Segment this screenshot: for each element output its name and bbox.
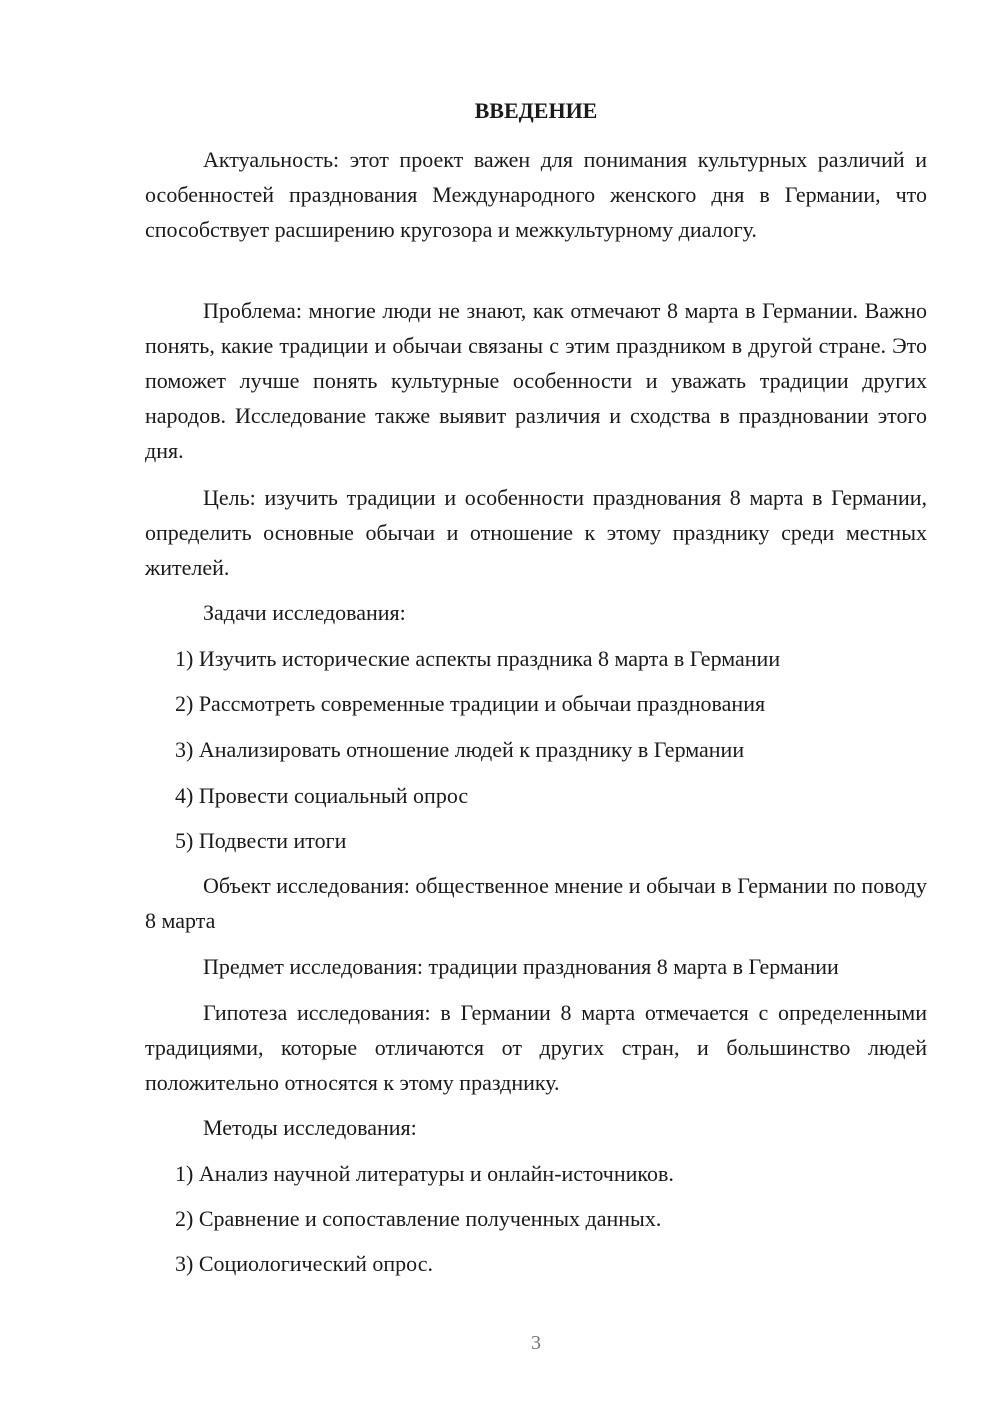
task-item: 2) Рассмотреть современные традиции и обычаи празднования	[175, 691, 766, 716]
methods-heading: Методы исследования:	[203, 1115, 417, 1140]
page-number: 3	[531, 1332, 541, 1354]
subject-paragraph: Предмет исследования: традиции празднования 8 марта в Германии	[203, 954, 839, 979]
hypothesis-paragraph: Гипотеза исследования: в Германии 8 марта отмечается с определенными традициями, которые отличаются от других стран, и большинство людей положительно относятся к этому празднику.	[145, 1000, 927, 1095]
method-item: 1) Анализ научной литературы и онлайн-источников.	[175, 1161, 674, 1186]
problem-paragraph: Проблема: многие люди не знают, как отмечают 8 марта в Германии. Важно понять, какие традиции и обычаи связаны с этим праздником в другой стране. Это поможет лучше понять культурные особенности и уважать традиции других народов. Исследование также выявит различия и сходства в праздновании этого дня.	[145, 298, 927, 463]
tasks-heading: Задачи исследования:	[203, 600, 406, 625]
method-item: 2) Сравнение и сопоставление полученных данных.	[175, 1206, 662, 1231]
task-item: 5) Подвести итоги	[175, 828, 347, 853]
method-item: 3) Социологический опрос.	[175, 1251, 433, 1276]
page-title: ВВЕДЕНИЕ	[474, 98, 598, 123]
goal-paragraph: Цель: изучить традиции и особенности празднования 8 марта в Германии, определить основные обычаи и отношение к этому празднику среди местных жителей.	[145, 485, 927, 580]
object-paragraph: Объект исследования: общественное мнение и обычаи в Германии по поводу 8 марта	[145, 873, 927, 933]
relevance-paragraph: Актуальность: этот проект важен для понимания культурных различий и особенностей празднования Международного женского дня в Германии, что способствует расширению кругозора и межкультурному диалогу.	[145, 147, 927, 242]
task-item: 3) Анализировать отношение людей к празднику в Германии	[175, 737, 745, 762]
task-item: 4) Провести социальный опрос	[175, 783, 469, 808]
task-item: 1) Изучить исторические аспекты праздника 8 марта в Германии	[175, 646, 781, 671]
